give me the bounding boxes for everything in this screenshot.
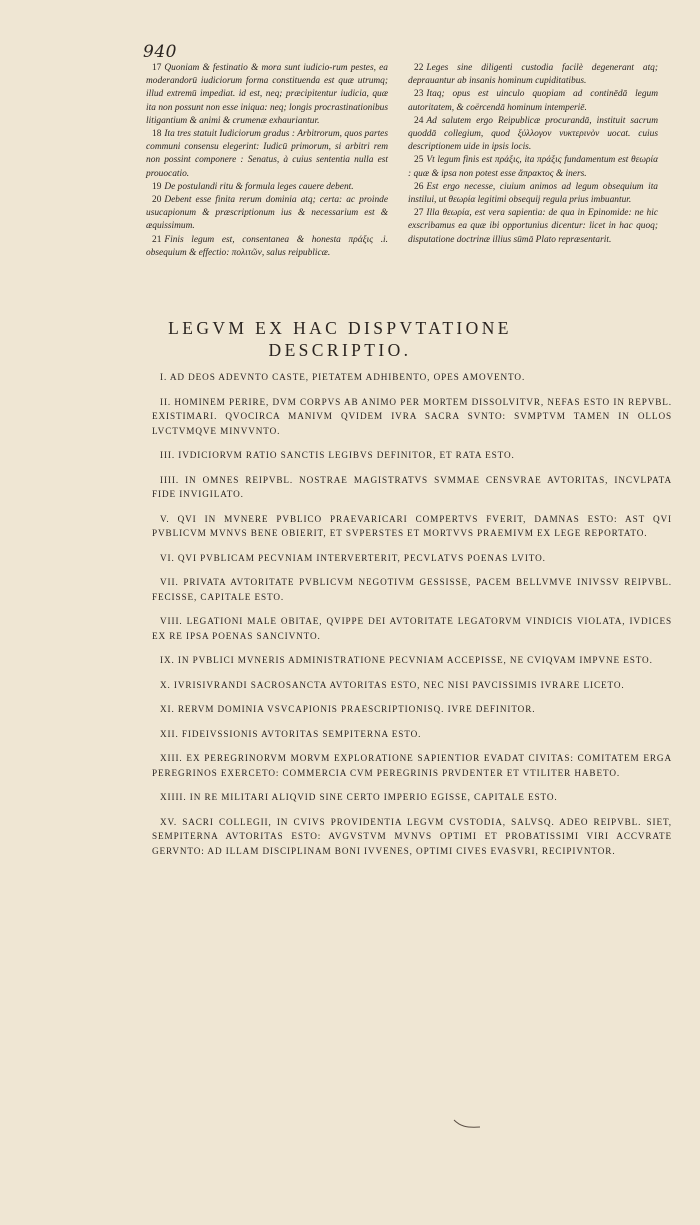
law-item: V. QVI IN MVNERE PVBLICO PRAEVARICARI COMPERTVS FVERIT, DAMNAS ESTO: AST QVI PVBLICVM MVNVS BENE OBIERIT, ET SVPERSTES ET MORTVVS PRAEMIVM EX LEGE REPORTATO. — [152, 513, 672, 538]
note-number: 23 — [414, 89, 424, 100]
law-item: I. AD DEOS ADEVNTO CASTE, PIETATEM ADHIBENTO, OPES AMOVENTO. — [160, 372, 526, 382]
note-text: De postulandi ritu & formula leges cauere debent. — [164, 181, 354, 192]
note-number: 25 — [414, 155, 424, 166]
note-paragraph — [408, 88, 658, 114]
note-number: 18 — [152, 129, 162, 140]
law-item: XII. FIDEIVSSIONIS AVTORITAS SEMPITERNA ESTO. — [160, 728, 422, 739]
law-item: XV. SACRI COLLEGII, IN CVIVS PROVIDENTIA LEGVM CVSTODIA, SALVSQ. ADEO REIPVBL. SIET, SEMPITERNA AVTORITAS ESTO: AVGVSTVM MVNVS OPTIMI ET PROBATISSIMI VIRI ACCVRATE GERVNTO: AD ILLAM DISCIPLINAM BONI IVVENES, OPTIMI CIVES EVASVRI, RECIPIVNTOR. — [152, 816, 672, 856]
note-text: Quoniam & festinatio & mora sunt iudicio-rum pestes, ea moderandorū iudiciorum forma constituenda est quæ utrumq; illud extremū impediat. id est, neq; præcipitentur iudicia, quæ ita non possunt non esse iniqua: neq; longis procrastinationibus litigantium & animi & crumenæ exhauriantur. — [146, 63, 388, 126]
law-item: IX. IN PVBLICI MVNERIS ADMINISTRATIONE PECVNIAM ACCEPISSE, NE CVIQVAM IMPVNE ESTO. — [160, 655, 653, 665]
law-item: III. IVDICIORVM RATIO SANCTIS LEGIBVS DEFINITOR, ET RATA ESTO. — [160, 450, 515, 460]
note-text: Est ergo necesse, ciuium animos ad legum obsequium ita instilui, ut θεωρία legitimi obsequij regula prius imbuantur. — [408, 181, 658, 206]
law-item: XIIII. IN RE MILITARI ALIQVID SINE CERTO IMPERIO EGISSE, CAPITALE ESTO. — [160, 792, 558, 802]
note-number: 17 — [152, 63, 162, 73]
note-paragraph — [146, 234, 388, 260]
note-paragraph — [408, 207, 658, 247]
section-heading: LEGVM EX HAC DISPVTATIONE — [168, 318, 512, 338]
law-item: XIII. EX PEREGRINORVM MORVM EXPLORATIONE SAPIENTIOR EVADAT CIVITAS: COMITATEM ERGA PEREGRINOS EXERCETO: COMMERCIA CVM PEREGRINIS PRVDENTER ET VTILITER HABETO. — [152, 753, 672, 778]
note-paragraph — [146, 181, 388, 194]
note-text: Itaq; opus est uinculo quopiam ad continēdā legum autoritatem, & coërcendā hominum intemperiē. — [408, 89, 658, 113]
note-paragraph — [408, 62, 658, 88]
note-paragraph — [146, 194, 388, 234]
law-item: II. HOMINEM PERIRE, DVM CORPVS AB ANIMO PER MORTEM DISSOLVITVR, NEFAS ESTO IN REPVBL. EXISTIMARI. QVOCIRCA MANIVM QVIDEM IVRA SACRA SVNTO: SVMPTVM TAMEN IN OLLOS LVCTVMQVE MINVVNTO. — [152, 396, 672, 436]
note-paragraph — [146, 62, 388, 128]
note-paragraph — [146, 128, 388, 181]
law-item: IIII. IN OMNES REIPVBL. NOSTRAE MAGISTRATVS SVMMAE CENSVRAE AVTORITAS, INCVLPATA FIDE INVIGILATO. — [152, 474, 672, 499]
note-paragraph — [408, 115, 658, 155]
note-paragraph — [408, 154, 658, 180]
note-paragraph — [408, 181, 658, 207]
note-number: 26 — [414, 181, 424, 192]
law-item: VI. QVI PVBLICAM PECVNIAM INTERVERTERIT, PECVLATVS POENAS LVITO. — [160, 552, 546, 563]
note-text: Vt legum finis est πράξις, ita πράξις fundamentum est θεωρία : quæ & ipsa non potest esse ἄπρακτος & iners. — [408, 155, 658, 179]
right-column — [408, 62, 658, 247]
law-item: VIII. LEGATIONI MALE OBITAE, QVIPPE DEI AVTORITATE LEGATORVM VINDICIS VIOLATA, IVDICES EX RE IPSA POENAS SANCIVNTO. — [152, 616, 672, 641]
note-number: 21 — [152, 234, 162, 245]
law-item: VII. PRIVATA AVTORITATE PVBLICVM NEGOTIVM GESSISSE, PACEM BELLVMVE INIVSSV REIPVBL. FECISSE, CAPITALE ESTO. — [152, 577, 672, 602]
laws-list — [152, 370, 672, 868]
page-number: 940 — [143, 42, 177, 62]
section-heading-subtitle: DESCRIPTIO. — [268, 340, 412, 360]
note-text: Leges sine diligenti custodia facilè degenerant atq; deprauantur ab insanis hominum cupiditatibus. — [408, 63, 658, 87]
left-column — [146, 62, 388, 260]
ink-flourish-icon — [452, 1118, 482, 1130]
note-text: Ad salutem ergo Reipublicæ procurandā, instituit sacrum quoddā collegium, quod ξύλλογον νυκτερινὸν uocat. cuius descriptionem uide in ipsis locis. — [408, 115, 658, 153]
note-text: Illa θεωρία, est vera sapientia: de qua in Epinomide: ne hic exscribamus ea quæ ibi opportunius dicentur: licet in hac quoq; disputatione doctrinæ illius sūmā Plato repræsentarit. — [408, 208, 658, 245]
note-number: 20 — [152, 195, 162, 206]
note-text: Debent esse finita rerum dominia atq; certa: ac proinde usucapionum & præscriptionum ius & necessarium est & æquissimum. — [146, 195, 388, 232]
note-number: 22 — [414, 63, 424, 73]
law-item: XI. RERVM DOMINIA VSVCAPIONIS PRAESCRIPTIONISQ. IVRE DEFINITOR. — [160, 704, 536, 714]
note-number: 19 — [152, 181, 162, 192]
note-number: 27 — [414, 208, 424, 219]
note-number: 24 — [414, 115, 424, 126]
note-text: Ita tres statuit Iudiciorum gradus : Arbitrorum, quos partes communi consensu elegerint: Iudicū primorum, si arbitri rem non possint componere : Senatus, à cuius sententia nulla est prouocatio. — [146, 129, 388, 179]
law-item: X. IVRISIVRANDI SACROSANCTA AVTORITAS ESTO, NEC NISI PAVCISSIMIS IVRARE LICETO. — [160, 679, 625, 690]
note-text: Finis legum est, consentanea & honesta πράξις .i. obsequium & effectio: πολιτῶν, salus reipublicæ. — [146, 234, 388, 258]
